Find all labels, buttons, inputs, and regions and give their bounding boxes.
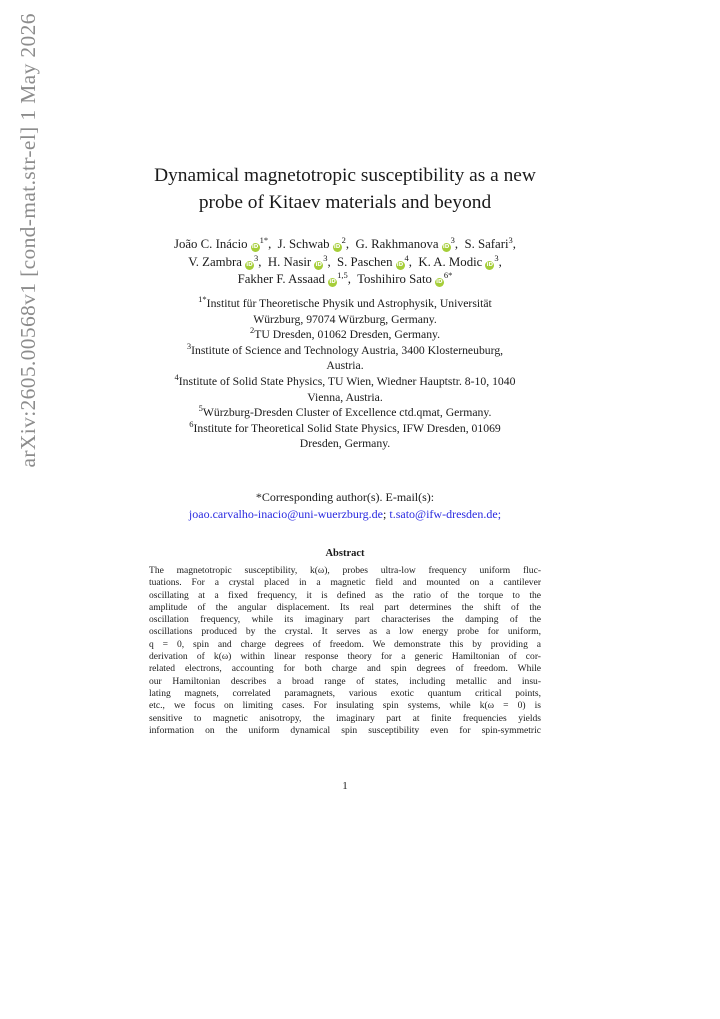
author-sup: 3 xyxy=(323,252,328,263)
author-sup: 3 xyxy=(450,235,455,245)
author-name: V. Zambra xyxy=(188,254,242,269)
abstract-heading: Abstract xyxy=(325,548,365,559)
page-number: 1 xyxy=(342,780,348,792)
arxiv-identifier: arXiv:2605.00568v1 [cond-mat.str-el] 1 May 2026 xyxy=(16,13,40,468)
email-link[interactable]: joao.carvalho-inacio@uni-wuerzburg.de xyxy=(188,506,384,521)
orcid-icon[interactable]: iD xyxy=(436,279,443,285)
abstract-line: oscillating at a fixed frequency, it is defined as the ratio of the torque to the xyxy=(149,589,541,601)
author-name: S. Paschen xyxy=(337,254,393,269)
abstract-line: derivation of k(ω) within linear response theory for a generic Hamiltonian of cor- xyxy=(149,651,541,663)
author-name: H. Nasir xyxy=(267,254,312,269)
orcid-icon[interactable]: iD xyxy=(246,261,253,268)
corresponding-label: *Corresponding author(s). E-mail(s): xyxy=(255,490,435,504)
author-sup: 1,5 xyxy=(337,270,348,280)
affiliation-line: $^4$Institute of Solid State Physics, TU Wien, Wiedner Hauptstr. 8-10, 1040 xyxy=(174,371,516,388)
abstract-line: sensitive to magnetic anisotropy, the imaginary part at finite frequencies yields xyxy=(149,712,541,724)
abstract-line: information on the uniform dynamical spin susceptibility even for spin-symmetric xyxy=(149,724,541,736)
author-sup: 4 xyxy=(404,252,409,263)
orcid-icon[interactable]: iD xyxy=(329,279,336,285)
orcid-icon[interactable]: iD xyxy=(315,261,322,268)
abstract-line: our Hamiltonian describes a broad range of states, including metallic and insu- xyxy=(149,675,541,687)
affiliation-line: $^2$TU Dresden, 01062 Dresden, Germany. xyxy=(249,325,441,342)
author-name: G. Rakhmanova xyxy=(355,237,439,251)
author-name: Fakher F. Assaad xyxy=(237,272,326,286)
affiliation-line: $^5$Würzburg-Dresden Cluster of Excellence ctd.qmat, Germany. xyxy=(198,403,492,420)
abstract-line: oscillation frequency, while its imaginary part characterises the damping of the xyxy=(149,614,541,626)
abstract-line: etc., we focus on limiting cases. For insulating spin systems, while k(ω = 0) is xyxy=(149,700,541,712)
author-sup: 3 xyxy=(508,235,513,245)
orcid-icon[interactable]: iD xyxy=(442,244,450,250)
author-sup: 6* xyxy=(443,270,453,280)
email-link[interactable]: t.sato@ifw-dresden.de xyxy=(389,506,498,521)
abstract-line: related electrons, accounting for both charge and spin degrees of freedom. While xyxy=(149,663,541,675)
author-name: Toshihiro Sato xyxy=(357,272,432,286)
author-name: K. A. Modic xyxy=(418,254,483,269)
title-line: probe of Kitaev materials and beyond xyxy=(198,192,492,213)
abstract-text xyxy=(149,565,541,737)
orcid-icon[interactable]: iD xyxy=(333,244,341,250)
author-name: João C. Inácio xyxy=(173,237,248,251)
author-sup: 3 xyxy=(253,252,259,263)
title-line: Dynamical magnetotropic susceptibility as a new xyxy=(154,165,536,186)
abstract-line: tuations. For a crystal placed in a magnetic field and mounted on a cantilever xyxy=(149,577,541,589)
orcid-icon[interactable]: iD xyxy=(251,244,259,250)
affiliation-list xyxy=(120,296,570,452)
author-sup: 1* xyxy=(259,235,269,245)
orcid-icon[interactable]: iD xyxy=(486,261,494,268)
affiliation-line: $^6$Institute for Theoretical Solid State Physics, IFW Dresden, 01069 xyxy=(189,418,501,435)
author-list: João C. Inácio $iD^{1*}$, J. Schwab $iD^2$, G. Rakhmanova $iD^3$, S. Safari$^3$, V. Zambra $iD^3$, H. Nasir $iD^3$, S. Paschen $iD^4$, K. A. Modic $iD^3$, Fakher F. Assaad iD$^{1,5}$, Toshihiro Sato $iD^{6*}$ xyxy=(173,235,516,286)
affiliation-line: $^{1*}$Institut für Theoretische Physik und Astrophysik, Universität xyxy=(198,294,492,310)
abstract-line: q = 0, spin and charge degrees of freedom. We demonstrate this by providing a xyxy=(149,638,541,650)
author-name: S. Safari xyxy=(464,237,509,251)
affiliation-line: Würzburg, 97074 Würzburg, Germany. xyxy=(253,312,437,326)
paper-title xyxy=(110,162,580,216)
abstract-line: oscillations produced by the crystal. It serves as a low energy probe for uniform, xyxy=(149,626,541,638)
corresponding-authors: *Corresponding author(s). E-mail(s): joao.carvalho-inacio@uni-wuerzburg.de; t.sato@ifw-dresden.de; xyxy=(110,489,580,522)
affiliation-line: $^3$Institute of Science and Technology Austria, 3400 Klosterneuburg, xyxy=(186,340,504,357)
abstract-line: amplitude of the angular displacement. Its real part determines the shift of the xyxy=(149,601,541,613)
abstract-line: lating magnets, correlated paramagnets, various exotic quantum critical points, xyxy=(149,687,541,699)
abstract-line: The magnetotropic susceptibility, k(ω), probes ultra-low frequency uniform fluc- xyxy=(149,565,541,576)
orcid-icon[interactable]: iD xyxy=(396,261,404,268)
author-sup: 2 xyxy=(341,235,346,245)
author-sup: 3 xyxy=(494,252,499,263)
affiliation-line: Dresden, Germany. xyxy=(299,437,391,451)
affiliation-line: Vienna, Austria. xyxy=(307,390,383,404)
affiliation-line: Austria. xyxy=(326,359,364,373)
author-name: J. Schwab xyxy=(277,237,330,251)
